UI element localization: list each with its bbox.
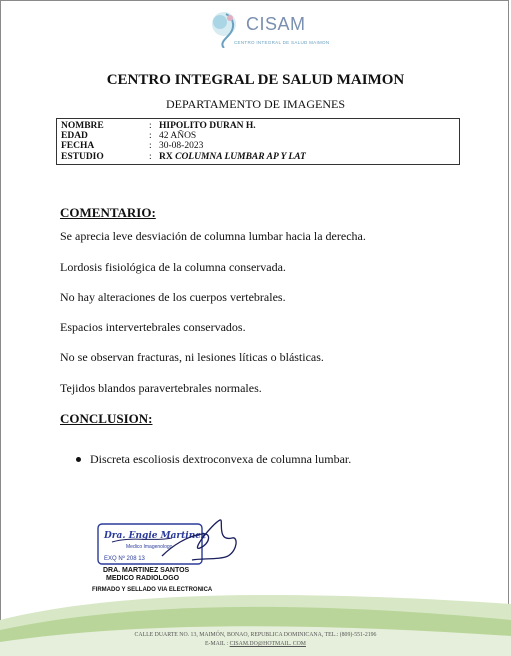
comment-line: Lordosis fisiológica de la columna conservada. — [60, 260, 286, 274]
logo-name: CISAM — [246, 14, 306, 34]
name-label: NOMBRE — [61, 121, 104, 131]
svg-text:Medico Imagenologo: Medico Imagenologo — [126, 544, 173, 550]
date-value: 30-08-2023 — [159, 141, 204, 152]
conclusion-heading: CONCLUSION: — [60, 411, 153, 426]
colon: : — [149, 121, 152, 131]
comment-line: Tejidos blandos paravertebrales normales. — [60, 381, 262, 395]
age-label: EDAD — [61, 131, 88, 142]
comment-line: Se aprecia leve desviación de columna lumbar hacia la derecha. — [60, 229, 366, 243]
email-link[interactable]: CISAM.DO@HOTMAIL. COM — [229, 641, 306, 647]
age-value: 42 AÑOS — [159, 131, 197, 142]
info-row-study — [61, 152, 459, 162]
info-row-age — [61, 131, 459, 141]
department-title: DEPARTAMENTO DE IMAGENES — [166, 97, 345, 111]
colon: : — [149, 151, 152, 162]
patient-info-box — [56, 118, 460, 165]
colon: : — [149, 131, 152, 142]
logo-tagline: CENTRO INTEGRAL DE SALUD MAIMON — [234, 40, 330, 45]
email-label: E-MAIL : — [205, 641, 229, 647]
info-row-date — [61, 141, 459, 151]
comment-line: No hay alteraciones de los cuerpos vertebrales. — [60, 290, 286, 304]
signature-note: FIRMADO Y SELLADO VIA ELECTRONICA — [92, 587, 213, 593]
comment-heading: COMENTARIO: — [60, 205, 156, 220]
study-label: ESTUDIO — [61, 151, 104, 162]
document-title: CENTRO INTEGRAL DE SALUD MAIMON — [106, 72, 405, 88]
conclusion-item: Discreta escoliosis dextroconvexa de columna lumbar. — [90, 452, 352, 466]
signature-stamp — [92, 516, 242, 572]
study-value: COLUMNA LUMBAR AP Y LAT — [175, 151, 306, 162]
svg-text:EXQ Nº 208 13: EXQ Nº 208 13 — [104, 556, 145, 562]
cisam-logo — [196, 8, 330, 54]
name-value: HIPOLITO DURAN H. — [159, 121, 256, 131]
comment-line: No se observan fracturas, ni lesiones líticas o blásticas. — [60, 350, 324, 364]
colon: : — [149, 141, 152, 152]
bullet-icon — [76, 457, 81, 462]
svg-text:Dra. Engie Martinez: Dra. Engie Martinez — [104, 531, 207, 541]
comment-line: Espacios intervertebrales conservados. — [60, 320, 246, 334]
info-row-name — [61, 121, 459, 131]
footer-address: CALLE DUARTE NO. 13, MAIMÓN, BONAO, REPUBLICA DOMINICANA, TEL.: (809)-551-2196 — [134, 632, 377, 638]
footer-email-line — [0, 641, 511, 647]
signer-name: DRA. MARTINEZ SANTOS — [103, 567, 190, 574]
study-prefix: RX — [159, 151, 173, 162]
signer-role: MEDICO RADIOLOGO — [106, 575, 180, 582]
date-label: FECHA — [61, 141, 95, 152]
